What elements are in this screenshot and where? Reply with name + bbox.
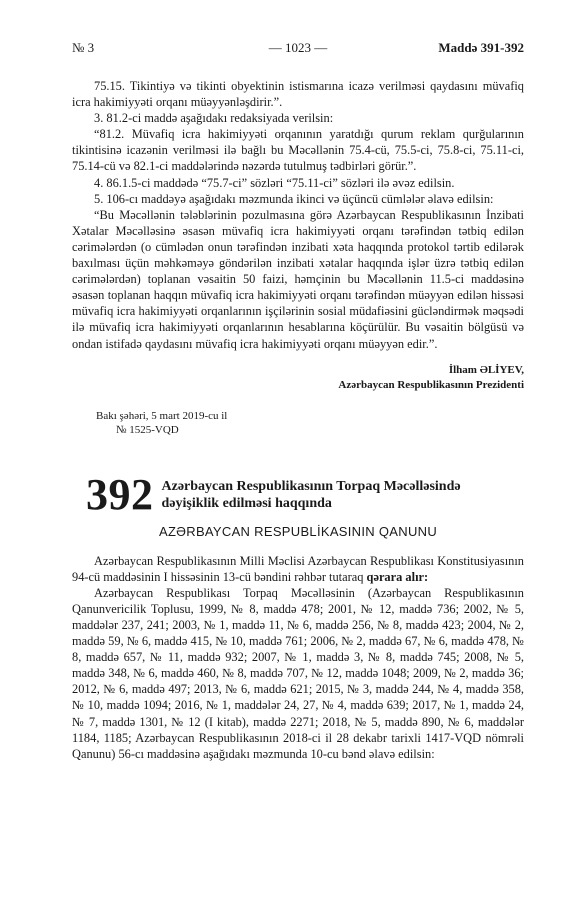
signatory-name: İlham ƏLİYEV,: [448, 363, 524, 376]
law-title-line: dəyişiklik edilməsi haqqında: [161, 495, 332, 511]
paragraph: 75.15. Tikintiyə və tikinti obyektinin istismarına icazə verilməsi qaydasını müvafiq icra hakimiyyəti orqanı müəyyənləşdirir.”.: [72, 79, 524, 110]
document-page: [72, 40, 524, 900]
preamble-decision: qərara alır:: [366, 569, 429, 584]
place-and-date: Bakı şəhəri, 5 mart 2019-cu il: [96, 409, 228, 422]
place-date-block: [96, 409, 524, 437]
paragraph: 5. 106-cı maddəyə aşağıdakı məzmunda ikinci və üçüncü cümlələr əlavə edilsin:: [94, 191, 494, 206]
law-text: [72, 553, 524, 762]
paragraph: “81.2. Müvafiq icra hakimiyyəti orqanının yaratdığı qurum reklam qurğularının tikintisinə icazənin verilməsi ilə bağlı bu Məcəllənin 75.4-cü, 75.5-ci, 75.8-ci, 75.11-ci, 75.14-cü və 82.1-ci maddələrində nəzərdə tutulmuş tədbirləri görür.”.: [72, 127, 524, 174]
paragraph: “Bu Məcəllənin tələblərinin pozulmasına görə Azərbaycan Respublikasının İnzibati Xətalar Məcəlləsinə əsasən müvafiq icra hakimiyyəti orqanı tərəfindən tətbiq edilən cərimələrdən (o cümlədən onun tərəfindən inzibati xəta haqqında protokol tərtib edilərək baxılması üçün məhkəməyə göndərilən inzibati xətalar haqqında işlər üzrə tətbiq edilən cərimələrdən) toplanan vəsaitin 50 faizi, həmçinin bu Məcəllənin 11.5-ci maddəsinə əsasən toplanan haqqın müvafiq icra hakimiyyəti orqanı tərəfindən müəyyən edilən hissəsi müvafiq icra hakimiyyəti orqanlarının işçilərinin sosial müdafiəsini gücləndirmək məqsədi ilə müvafiq icra hakimiyyəti orqanlarının hesablarına köçürülür. Bu vəsaitin bölgüsü və ondan istifadə qaydasını müvafiq icra hakimiyyəti orqanı müəyyən edir.”.: [72, 207, 524, 351]
page-number: — 1023 —: [268, 40, 328, 55]
law-heading: [72, 469, 524, 519]
paragraph: Azərbaycan Respublikası Torpaq Məcəlləsinin (Azərbaycan Respublikasının Qanunvericilik Toplusu, 1999, № 8, maddə 478; 2001, № 12, maddə 736; 2002, № 5, maddələr 237, 241; 2003, № 1, maddə 11, № 6, maddə 256, № 8, maddə 423; 2004, № 2, maddə 59, № 6, maddə 415, № 10, maddə 761; 2006, № 2, maddə 67, № 6, maddə 478, № 8, maddə 657, № 11, maddə 932; 2007, № 1, maddə 3, № 8, maddə 745; 2008, № 5, maddə 348, № 6, maddə 460, № 8, maddə 707, № 12, maddə 1048; 2009, № 2, maddə 36; 2012, № 6, maddə 497; 2013, № 6, maddə 621; 2015, № 3, maddə 244, № 4, maddə 358, № 10, maddə 1094; 2016, № 1, maddələr 24, 27, № 4, maddə 639; 2017, № 1, maddə 24, № 7, maddə 1301, № 12 (I kitab), maddə 2271; 2018, № 5, maddə 890, № 6, maddələr 1184, 1185; Azərbaycan Respublikasının 2018-ci il 28 dekabr tarixli 1417-VQD nömrəli Qanunu) 56-cı maddəsinə aşağıdakı məzmunda 10-cu bənd əlavə edilsin:: [72, 585, 524, 761]
signature-block: [72, 363, 524, 393]
decree-number: № 1525-VQD: [116, 423, 179, 436]
amendments-text: [72, 78, 524, 352]
law-title: [162, 478, 461, 512]
article-range: Maddə 391-392: [438, 40, 524, 55]
page-header: [72, 40, 524, 60]
issue-number: № 3: [72, 40, 95, 55]
signatory-title: Azərbaycan Respublikasının Prezidenti: [338, 378, 524, 391]
paragraph: 4. 86.1.5-ci maddədə “75.7-ci” sözləri “75.11-ci” sözləri ilə əvəz edilsin.: [94, 175, 455, 190]
law-number: 392: [86, 469, 154, 519]
preamble: [72, 553, 524, 585]
preamble-text: Azərbaycan Respublikasının Milli Məclisi Azərbaycan Respublikası Konstitusiyasının 94-cü maddəsinin I hissəsinin 13-cü bəndini rəhbər tutaraq: [72, 553, 524, 584]
paragraph: 3. 81.2-ci maddə aşağıdakı redaksiyada verilsin:: [94, 111, 334, 126]
law-title-line: Azərbaycan Respublikasının Torpaq Məcəlləsində: [161, 478, 461, 494]
law-subtitle: AZƏRBAYCAN RESPUBLİKASININ QANUNU: [158, 523, 438, 539]
